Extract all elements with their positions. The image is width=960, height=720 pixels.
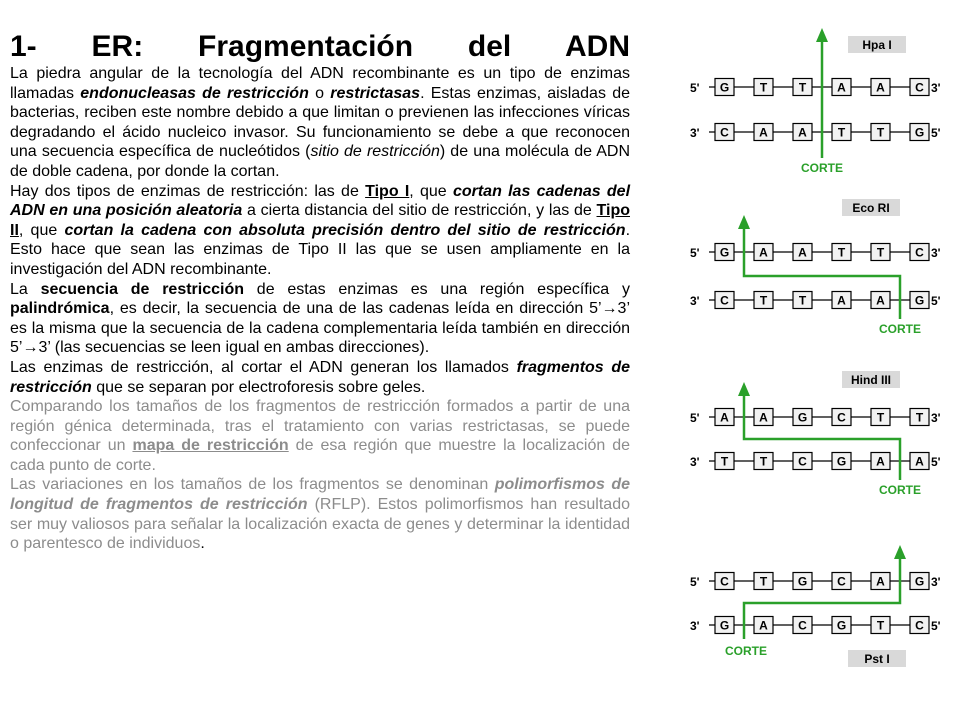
base-letter: C bbox=[720, 125, 729, 140]
base-letter: A bbox=[759, 125, 768, 140]
strand-end-label: 3' bbox=[931, 246, 941, 260]
enzyme-name: Hpa I bbox=[862, 38, 892, 52]
base-letter: G bbox=[914, 293, 925, 308]
base-letter: A bbox=[759, 618, 768, 633]
base-letter: G bbox=[914, 574, 925, 589]
corte-label: CORTE bbox=[801, 161, 843, 175]
base-letter: A bbox=[798, 245, 807, 260]
base-letter: T bbox=[876, 245, 885, 260]
corte-label: CORTE bbox=[725, 644, 767, 658]
base-letter: C bbox=[798, 454, 807, 469]
base-letter: T bbox=[915, 410, 924, 425]
paragraph-sequence: La secuencia de restricción de estas enzimas es una región específica y palindrómica, es decir, la secuencia de una de las cadenas leída en dirección 5’→3’ es la misma que la secuencia de la cadena complementaria leída también en dirección 5’→3’ (las secuencias se leen igual en ambas direcciones). bbox=[10, 280, 630, 357]
base-letter: A bbox=[915, 454, 924, 469]
paragraph-map: Comparando los tamaños de los fragmentos de restricción formados a partir de una región génica determinada, tras el tratamiento con varias restrictasas, se puede confeccionar un mapa de restricción de esa región que muestre la localización de cada punto de corte. bbox=[10, 398, 631, 474]
cut-arrow-head bbox=[738, 382, 750, 396]
enzyme-name: Hind III bbox=[851, 373, 891, 387]
paragraph-types: Hay dos tipos de enzimas de restricción: las de Tipo I, que cortan las cadenas del ADN en una posición aleatoria a cierta distancia del sitio de restricción, y las de Tipo II, que cortan la cadena con absoluta precisión dentro del sitio de restricción. Esto hace que sean las enzimas de Tipo II las que se usen ampliamente en la investigación del ADN recombinante. bbox=[10, 182, 631, 278]
base-letter: G bbox=[719, 245, 730, 260]
strand-end-label: 5' bbox=[931, 126, 941, 140]
base-letter: T bbox=[720, 454, 729, 469]
restriction-enzyme-diagrams bbox=[670, 20, 960, 700]
base-letter: A bbox=[876, 293, 885, 308]
base-letter: G bbox=[719, 618, 730, 633]
base-letter: A bbox=[759, 245, 768, 260]
base-letter: G bbox=[719, 80, 730, 95]
base-letter: C bbox=[915, 245, 924, 260]
base-letter: A bbox=[837, 293, 846, 308]
cut-arrow-head bbox=[738, 215, 750, 229]
base-letter: T bbox=[876, 618, 885, 633]
base-letter: C bbox=[837, 574, 846, 589]
strand-end-label: 5' bbox=[690, 411, 700, 425]
strand-end-label: 3' bbox=[690, 619, 700, 633]
strand-end-label: 3' bbox=[690, 126, 700, 140]
base-letter: G bbox=[836, 618, 847, 633]
strand-end-label: 5' bbox=[690, 575, 700, 589]
strand-end-label: 5' bbox=[931, 294, 941, 308]
enzyme-name: Eco RI bbox=[852, 201, 890, 215]
cut-arrow-head bbox=[894, 545, 906, 559]
base-letter: A bbox=[837, 80, 846, 95]
base-letter: C bbox=[915, 80, 924, 95]
base-letter: T bbox=[876, 125, 885, 140]
strand-end-label: 5' bbox=[931, 619, 941, 633]
base-letter: C bbox=[720, 293, 729, 308]
strand-end-label: 5' bbox=[690, 81, 700, 95]
strand-end-label: 3' bbox=[931, 575, 941, 589]
base-letter: A bbox=[876, 454, 885, 469]
base-letter: G bbox=[836, 454, 847, 469]
base-letter: C bbox=[915, 618, 924, 633]
base-letter: C bbox=[837, 410, 846, 425]
base-letter: C bbox=[720, 574, 729, 589]
paragraph-intro: La piedra angular de la tecnología del ADN recombinante es un tipo de enzimas llamadas endonucleasas de restricción o restrictasas. Estas enzimas, aisladas de bacterias, reciben este nombre debido a que limitan o previenen las infecciones víricas degradando el ácido nucleico invasor. Su funcionamiento se debe a que reconocen una secuencia específica de nucleótidos (sitio de restricción) de una molécula de ADN de doble cadena, por donde la cortan. bbox=[10, 65, 631, 180]
page-title: 1- ER: Fragmentación del ADN bbox=[10, 30, 630, 63]
cut-arrow-head bbox=[816, 28, 828, 42]
strand-end-label: 3' bbox=[690, 294, 700, 308]
base-letter: A bbox=[798, 125, 807, 140]
strand-end-label: 3' bbox=[931, 411, 941, 425]
base-letter: T bbox=[876, 410, 885, 425]
base-letter: G bbox=[797, 410, 808, 425]
document-text bbox=[10, 30, 630, 554]
base-letter: G bbox=[914, 125, 925, 140]
base-letter: T bbox=[759, 80, 768, 95]
enzyme-name: Pst I bbox=[864, 652, 890, 666]
corte-label: CORTE bbox=[879, 322, 921, 336]
base-letter: T bbox=[837, 245, 846, 260]
base-letter: C bbox=[798, 618, 807, 633]
strand-end-label: 5' bbox=[690, 246, 700, 260]
base-letter: A bbox=[876, 574, 885, 589]
base-letter: T bbox=[798, 80, 807, 95]
corte-label: CORTE bbox=[879, 483, 921, 497]
strand-end-label: 3' bbox=[690, 455, 700, 469]
strand-end-label: 5' bbox=[931, 455, 941, 469]
base-letter: A bbox=[876, 80, 885, 95]
strand-end-label: 3' bbox=[931, 81, 941, 95]
base-letter: A bbox=[759, 410, 768, 425]
base-letter: T bbox=[759, 454, 768, 469]
base-letter: T bbox=[837, 125, 846, 140]
base-letter: T bbox=[759, 293, 768, 308]
base-letter: T bbox=[798, 293, 807, 308]
base-letter: A bbox=[720, 410, 729, 425]
base-letter: T bbox=[759, 574, 768, 589]
paragraph-fragments: Las enzimas de restricción, al cortar el ADN generan los llamados fragmentos de restricción que se separan por electroforesis sobre geles. bbox=[10, 358, 631, 396]
paragraph-rflp: Las variaciones en los tamaños de los fragmentos se denominan polimorfismos de longitud de fragmentos de restricción (RFLP). Estos polimorfismos han resultado ser muy valiosos para señalar la localización exacta de genes y determinar la identidad o parentesco de individuos. bbox=[10, 476, 630, 553]
base-letter: G bbox=[797, 574, 808, 589]
